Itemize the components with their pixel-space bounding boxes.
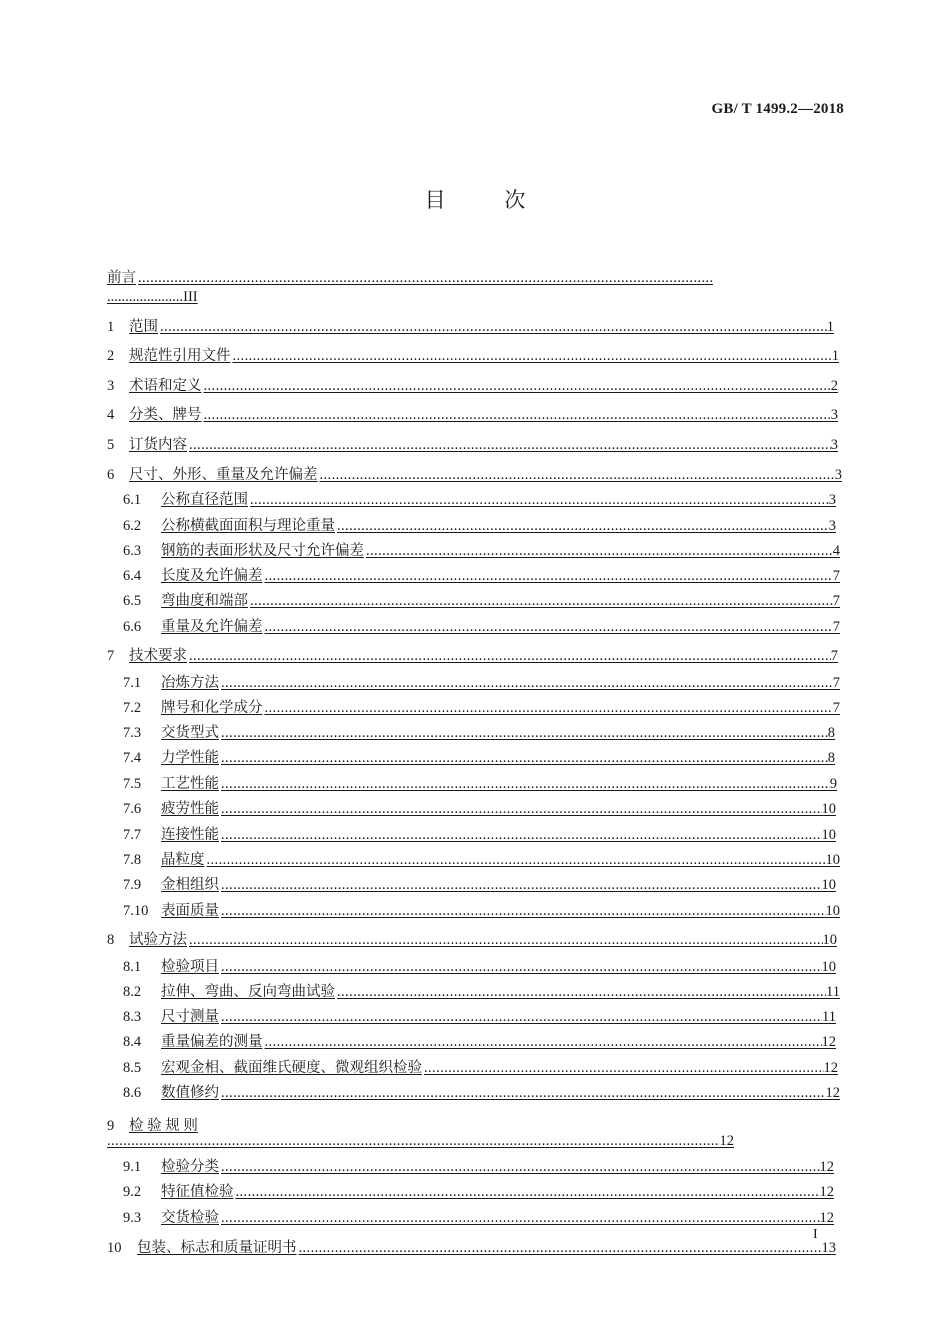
dot-leader — [263, 619, 833, 636]
dot-leader — [318, 467, 835, 484]
toc-entry-number: 8.4 — [123, 1034, 142, 1050]
toc-entry-7-3[interactable] — [123, 725, 835, 742]
toc-entry-label: 重量及允许偏差 — [161, 619, 263, 635]
toc-entry-page: 3 — [828, 518, 836, 534]
toc-entry-6-2[interactable] — [123, 518, 836, 535]
dot-leader — [263, 1034, 822, 1051]
toc-entry-number: 7 — [107, 648, 115, 664]
toc-entry-page: 10 — [825, 852, 840, 868]
toc-entry-6-6[interactable] — [123, 619, 840, 636]
toc-entry-page: 8 — [827, 725, 835, 741]
toc-entry-page: 10 — [822, 932, 837, 948]
dot-leader — [231, 348, 832, 365]
toc-entry-label: 工艺性能 — [161, 776, 219, 792]
dot-leader — [335, 984, 826, 1001]
toc-entry-label: 检验分类 — [161, 1159, 219, 1175]
dot-leader — [136, 270, 713, 287]
toc-entry-page: 12 — [821, 1034, 836, 1050]
toc-entry-label: 交货型式 — [161, 725, 219, 741]
toc-entry-page: 1 — [826, 319, 834, 335]
toc-entry-label: 钢筋的表面形状及尺寸允许偏差 — [161, 543, 364, 559]
toc-entry-number: 7.4 — [123, 750, 142, 766]
toc-entry-7-7[interactable] — [123, 827, 836, 844]
toc-entry-foreword[interactable] — [107, 270, 713, 287]
dot-leader — [219, 750, 828, 767]
toc-entry-number: 6.4 — [123, 568, 142, 584]
toc-entry-page: 12 — [819, 1159, 834, 1175]
dot-leader — [219, 903, 826, 920]
toc-entry-8-5[interactable] — [123, 1060, 838, 1077]
toc-entry-page: 10 — [821, 959, 836, 975]
toc-entry-4[interactable] — [107, 407, 838, 424]
toc-entry-label: 连接性能 — [161, 827, 219, 843]
toc-entry-page: 11 — [826, 984, 840, 1000]
toc-entry-3[interactable] — [107, 378, 838, 395]
toc-entry-page: 7 — [832, 675, 840, 691]
toc-entry-label: 技术要求 — [129, 648, 187, 664]
dot-leader — [219, 725, 828, 742]
toc-entry-9-continuation[interactable] — [107, 1133, 734, 1150]
toc-entry-number: 2 — [107, 348, 115, 364]
toc-entry-label: 规范性引用文件 — [129, 348, 231, 364]
toc-entry-label: 力学性能 — [161, 750, 219, 766]
toc-entry-page: 13 — [821, 1240, 836, 1256]
toc-entry-page: 12 — [823, 1060, 838, 1076]
toc-entry-page: 1 — [831, 348, 839, 364]
toc-entry-number: 6.6 — [123, 619, 142, 635]
toc-entry-number: 7.7 — [123, 827, 142, 843]
toc-entry-page: 12 — [719, 1133, 734, 1149]
toc-entry-8-3[interactable] — [123, 1009, 836, 1026]
toc-entry-number: 6.3 — [123, 543, 142, 559]
toc-entry-label: 尺寸测量 — [161, 1009, 219, 1025]
toc-entry-page: 3 — [830, 407, 838, 423]
dot-leader — [202, 407, 831, 424]
toc-entry-label: 晶粒度 — [161, 852, 205, 868]
toc-entry-9-3[interactable] — [123, 1210, 834, 1227]
dot-leader — [187, 437, 831, 454]
toc-entry-7-5[interactable] — [123, 776, 837, 793]
toc-entry-8-1[interactable] — [123, 959, 836, 976]
toc-entry-page: 3 — [828, 492, 836, 508]
toc-title — [0, 184, 950, 214]
dot-leader — [422, 1060, 824, 1077]
dot-leader — [234, 1184, 820, 1201]
dot-leader — [219, 1159, 820, 1176]
toc-entry-page: 10 — [821, 801, 836, 817]
toc-entry-label: 弯曲度和端部 — [161, 593, 248, 609]
toc-entry-label: 范围 — [129, 319, 158, 335]
dot-leader — [335, 518, 829, 535]
toc-entry-7-2[interactable] — [123, 700, 840, 717]
dot-leader — [263, 568, 833, 585]
toc-entry-number: 7.1 — [123, 675, 142, 691]
toc-entry-6-1[interactable] — [123, 492, 836, 509]
toc-entry-label: 试验方法 — [129, 932, 187, 948]
toc-entry-8[interactable] — [107, 932, 837, 949]
dot-leader — [248, 593, 833, 610]
toc-entry-label: 数值修约 — [161, 1085, 219, 1101]
toc-entry-number: 8.1 — [123, 959, 142, 975]
toc-entry-page: 12 — [819, 1210, 834, 1226]
toc-entry-page: 4 — [832, 543, 840, 559]
toc-entry-9-1[interactable] — [123, 1159, 834, 1176]
dot-leader — [219, 827, 822, 844]
toc-entry-page: 9 — [829, 776, 837, 792]
toc-entry-label: 宏观金相、截面维氏硬度、微观组织检验 — [161, 1060, 422, 1076]
toc-entry-label: 公称横截面面积与理论重量 — [161, 518, 335, 534]
toc-entry-number: 7.3 — [123, 725, 142, 741]
toc-entry-number: 5 — [107, 437, 115, 453]
toc-entry-page: 7 — [830, 648, 838, 664]
toc-entry-label: 长度及允许偏差 — [161, 568, 263, 584]
toc-entry-7-10[interactable] — [123, 903, 840, 920]
toc-entry-number: 8.6 — [123, 1085, 142, 1101]
toc-entry-5[interactable] — [107, 437, 838, 454]
toc-entry-number: 10 — [107, 1240, 122, 1256]
toc-title-char-2: 次 — [504, 188, 526, 212]
toc-entry-label: 检验项目 — [161, 959, 219, 975]
toc-entry-page: 3 — [830, 437, 838, 453]
toc-entry-6-5[interactable] — [123, 593, 840, 610]
toc-entry-label: 公称直径范围 — [161, 492, 248, 508]
page-number: I — [813, 1227, 818, 1242]
toc-entry-label: 术语和定义 — [129, 378, 202, 394]
dot-leader — [219, 1085, 826, 1102]
toc-entry-number: 8.2 — [123, 984, 142, 1000]
toc-entry-label: 分类、牌号 — [129, 407, 202, 423]
toc-entry-8-6[interactable] — [123, 1085, 840, 1102]
dot-leader — [297, 1240, 822, 1257]
toc-entry-label: 疲劳性能 — [161, 801, 219, 817]
dot-leader — [202, 378, 831, 395]
toc-entry-number: 3 — [107, 378, 115, 394]
toc-entry-number: 9.3 — [123, 1210, 142, 1226]
toc-entry-page: 10 — [825, 903, 840, 919]
dot-leader — [263, 700, 833, 717]
toc-entry-number: 7.2 — [123, 700, 142, 716]
toc-entry-page: 2 — [830, 378, 838, 394]
dot-leader — [364, 543, 833, 560]
dot-leader — [219, 1210, 820, 1227]
toc-entry-label: 检 验 规 则 — [129, 1118, 198, 1134]
dot-leader: ..................... — [107, 289, 184, 305]
toc-entry-number: 9.2 — [123, 1184, 142, 1200]
toc-entry-number: 6.2 — [123, 518, 142, 534]
dot-leader — [248, 492, 829, 509]
toc-entry-page: III — [183, 289, 198, 305]
toc-entry-label: 特征值检验 — [161, 1184, 234, 1200]
toc-entry-page: 12 — [819, 1184, 834, 1200]
toc-entry-label: 牌号和化学成分 — [161, 700, 263, 716]
dot-leader — [219, 877, 822, 894]
toc-entry-page: 10 — [821, 827, 836, 843]
toc-entry-page: 7 — [832, 593, 840, 609]
toc-entry-8-4[interactable] — [123, 1034, 836, 1051]
toc-entry-number: 7.6 — [123, 801, 142, 817]
toc-entry-number: 6.1 — [123, 492, 142, 508]
toc-entry-6[interactable] — [107, 467, 842, 484]
toc-entry-9[interactable] — [107, 1114, 198, 1135]
toc-entry-9-2[interactable] — [123, 1184, 834, 1201]
toc-entry-page: 7 — [832, 568, 840, 584]
toc-entry-number: 7.10 — [123, 903, 149, 919]
toc-entry-6-4[interactable] — [123, 568, 840, 585]
toc-entry-number: 9.1 — [123, 1159, 142, 1175]
toc-entry-label: 订货内容 — [129, 437, 187, 453]
toc-entry-1[interactable] — [107, 319, 834, 336]
toc-entry-label: 冶炼方法 — [161, 675, 219, 691]
dot-leader — [158, 319, 827, 336]
toc-entry-8-2[interactable] — [123, 984, 840, 1001]
toc-entry-label: 金相组织 — [161, 877, 219, 893]
dot-leader — [219, 776, 830, 793]
toc-entry-10[interactable] — [107, 1240, 836, 1257]
toc-entry-2[interactable] — [107, 348, 839, 365]
toc-entry-page: 3 — [834, 467, 842, 483]
toc-entry-7[interactable] — [107, 648, 838, 665]
dot-leader — [219, 1009, 822, 1026]
toc-entry-page: 10 — [821, 877, 836, 893]
toc-entry-number: 7.8 — [123, 852, 142, 868]
toc-entry-number: 7.5 — [123, 776, 142, 792]
dot-leader — [219, 959, 822, 976]
toc-entry-number: 1 — [107, 319, 115, 335]
dot-leader — [219, 801, 822, 818]
dot-leader — [187, 648, 831, 665]
toc-entry-foreword-continuation[interactable] — [107, 289, 198, 306]
toc-entry-label: 前言 — [107, 270, 136, 286]
dot-leader — [107, 1133, 720, 1150]
toc-entry-page: 7 — [832, 700, 840, 716]
toc-entry-number: 6.5 — [123, 593, 142, 609]
toc-entry-page: 8 — [827, 750, 835, 766]
toc-entry-label: 交货检验 — [161, 1210, 219, 1226]
toc-entry-7-1[interactable] — [123, 675, 840, 692]
toc-entry-label: 重量偏差的测量 — [161, 1034, 263, 1050]
toc-entry-number: 8.5 — [123, 1060, 142, 1076]
toc-entry-page: 7 — [832, 619, 840, 635]
toc-entry-number: 4 — [107, 407, 115, 423]
toc-title-char-1: 目 — [424, 188, 446, 212]
toc-entry-number: 7.9 — [123, 877, 142, 893]
toc-entry-7-8[interactable] — [123, 852, 840, 869]
toc-entry-6-3[interactable] — [123, 543, 840, 560]
toc-entry-number: 6 — [107, 467, 115, 483]
toc-entry-7-6[interactable] — [123, 801, 836, 818]
toc-entry-label: 拉伸、弯曲、反向弯曲试验 — [161, 984, 335, 1000]
dot-leader — [219, 675, 833, 692]
document-code: GB/ T 1499.2—2018 — [711, 101, 844, 117]
toc-entry-label: 尺寸、外形、重量及允许偏差 — [129, 467, 318, 483]
dot-leader — [205, 852, 826, 869]
toc-entry-7-9[interactable] — [123, 877, 836, 894]
toc-entry-number: 8 — [107, 932, 115, 948]
dot-leader — [187, 932, 823, 949]
toc-entry-page: 11 — [822, 1009, 836, 1025]
toc-entry-label: 包装、标志和质量证明书 — [137, 1240, 297, 1256]
toc-entry-number: 8.3 — [123, 1009, 142, 1025]
toc-entry-label: 表面质量 — [161, 903, 219, 919]
toc-entry-page: 12 — [825, 1085, 840, 1101]
toc-entry-7-4[interactable] — [123, 750, 835, 767]
toc-entry-number: 9 — [107, 1118, 115, 1134]
